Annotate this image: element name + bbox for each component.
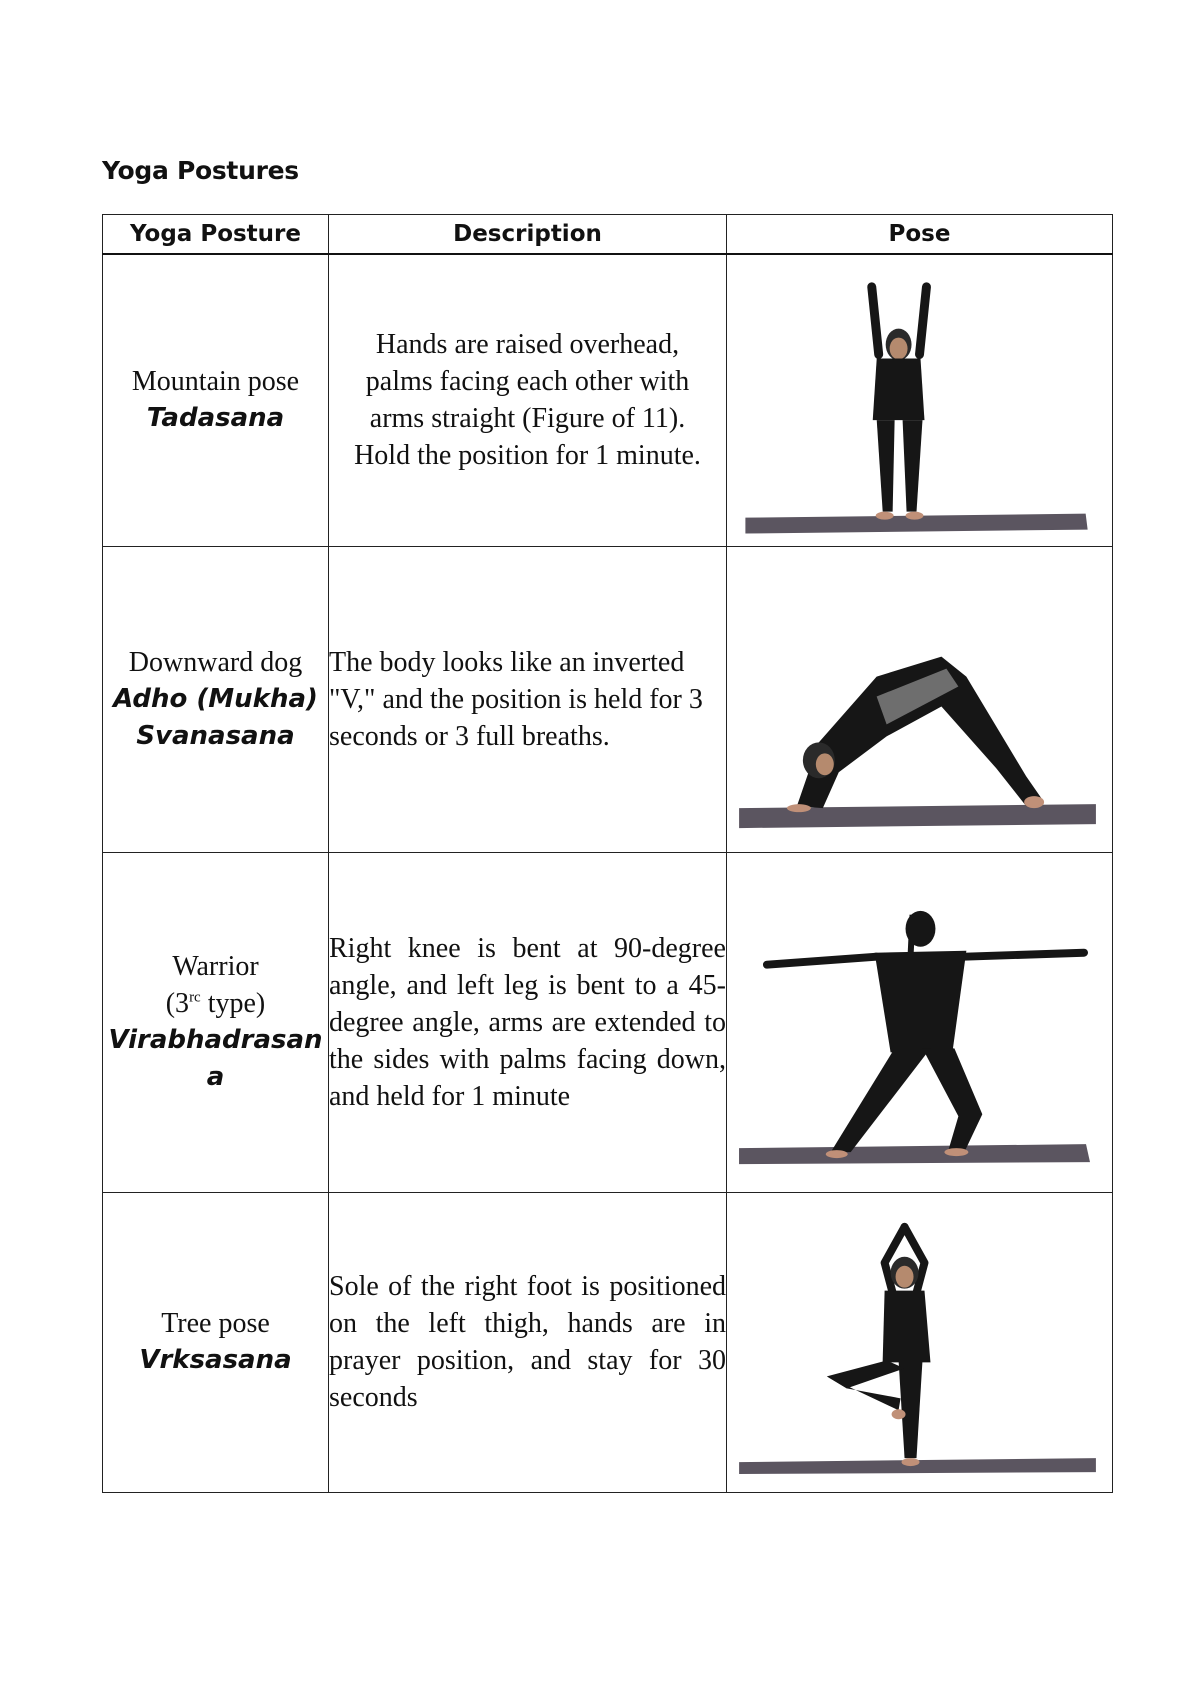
posture-name-cell (103, 1192, 329, 1492)
posture-name-cell (103, 546, 329, 852)
posture-sanskrit: Vrksasana (139, 1345, 292, 1375)
header-row (103, 215, 1113, 255)
mountain-pose-figure-icon (727, 255, 1112, 546)
posture-name: Warrior (172, 951, 259, 982)
posture-name: Mountain pose (131, 366, 300, 398)
pose-image-cell (727, 254, 1113, 546)
posture-name-cell (103, 254, 329, 546)
table-row (103, 254, 1113, 546)
pose-image-cell (727, 852, 1113, 1192)
posture-sanskrit: Tadasana (146, 403, 285, 434)
posture-name: Tree pose (161, 1308, 270, 1339)
page-title: Yoga Postures (102, 156, 299, 185)
pose-image-cell (727, 1192, 1113, 1492)
variant-suffix: rc (189, 989, 201, 1006)
warrior-pose-figure-icon (727, 853, 1112, 1192)
variant-rest: type) (200, 988, 266, 1019)
posture-description: Hands are raised overhead, palms facing each other with arms straight (Figure of 11). Hold the position for 1 minute. (329, 254, 727, 546)
posture-description: Sole of the right foot is positioned on the left thigh, hands are in prayer position, and stay for 30 seconds (329, 1192, 727, 1492)
pose-image-cell (727, 546, 1113, 852)
posture-description: The body looks like an inverted "V," and the position is held for 3 seconds or 3 full breaths. (329, 546, 727, 852)
posture-sanskrit: Adho (Mukha) (113, 683, 318, 714)
table-row (103, 1192, 1113, 1492)
posture-sanskrit: a (206, 1062, 225, 1092)
posture-name-cell (103, 852, 329, 1192)
yoga-postures-table (102, 214, 1113, 1493)
posture-sanskrit: Virabhadrasan (108, 1025, 323, 1055)
posture-name: Downward dog (128, 646, 303, 678)
downward-dog-figure-icon (727, 547, 1112, 852)
posture-description: Right knee is bent at 90-degree angle, and left leg is bent to a 45-degree angle, arms are extended to the sides with palms facing down, and held for 1 minute (329, 852, 727, 1192)
header-description: Description (329, 215, 727, 255)
table-row (103, 546, 1113, 852)
tree-pose-figure-icon (727, 1193, 1112, 1492)
variant-open: (3 (165, 988, 190, 1019)
posture-sanskrit: Svanasana (136, 720, 295, 751)
table-row (103, 852, 1113, 1192)
header-pose: Pose (727, 215, 1113, 255)
header-yoga-posture: Yoga Posture (103, 215, 329, 255)
posture-variant (103, 985, 328, 1022)
